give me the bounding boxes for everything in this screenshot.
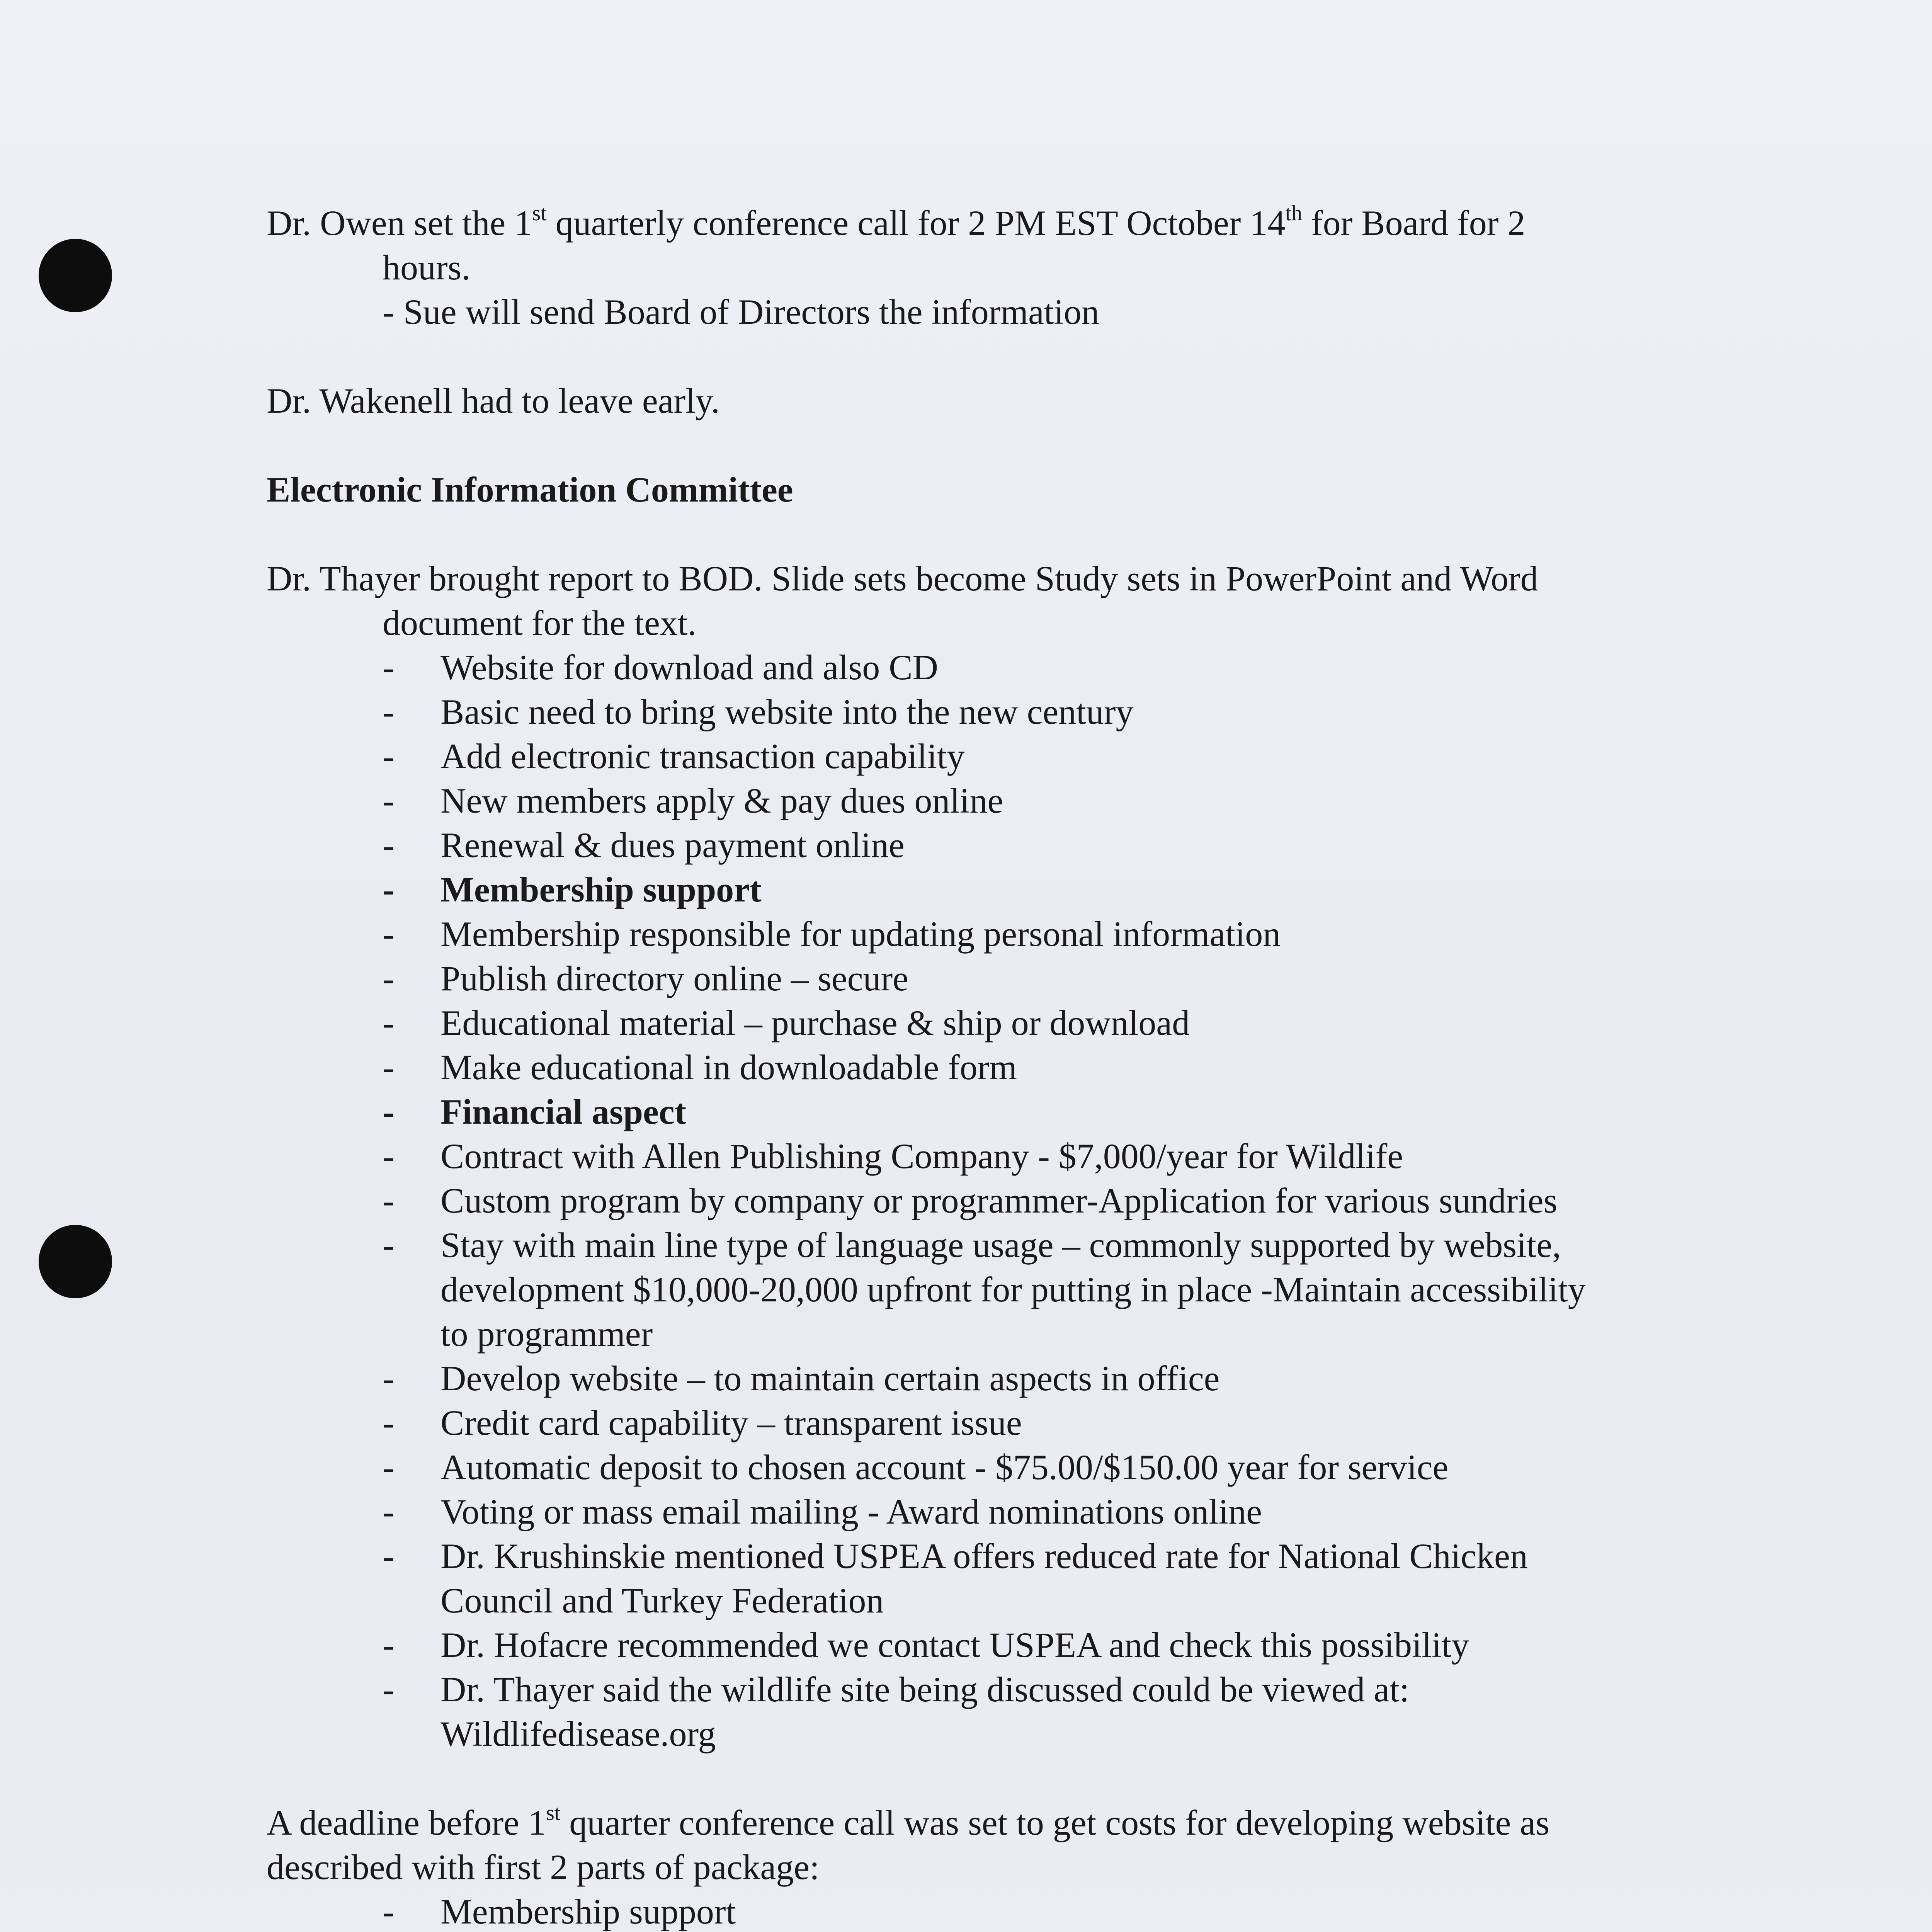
owen-sub-item: - Sue will send Board of Directors the information xyxy=(383,292,1099,332)
punch-hole-top xyxy=(39,239,112,312)
list-item: - Basic need to bring website into the new century xyxy=(383,692,1134,731)
list-item: - Membership responsible for updating personal information xyxy=(383,914,1281,954)
list-item-financial-aspect: - Financial aspect xyxy=(383,1092,687,1131)
owen-paragraph-line2: hours. xyxy=(383,248,471,287)
wakenell-note: Dr. Wakenell had to leave early. xyxy=(267,381,720,420)
list-item: - Contract with Allen Publishing Company - $7,000/year for Wildlife xyxy=(383,1136,1403,1176)
list-item: - Voting or mass email mailing - Award nominations online xyxy=(383,1492,1262,1531)
list-item: - Develop website – to maintain certain aspects in office xyxy=(383,1359,1220,1398)
list-item: - Add electronic transaction capability xyxy=(383,736,965,776)
deadline-bullet-list xyxy=(267,1889,1735,1932)
list-item: - Automatic deposit to chosen account - $75.00/$150.00 year for service xyxy=(383,1447,1449,1487)
deadline-paragraph-line1: A deadline before 1st quarter conference call was set to get costs for developing website as xyxy=(267,1801,1549,1842)
list-item-multiline: - Dr. Krushinskie mentioned USPEA offers reduced rate for National Chicken Council and Turkey Federation xyxy=(383,1536,1528,1620)
list-item: - Publish directory online – secure xyxy=(383,959,909,998)
thayer-intro-line1: Dr. Thayer brought report to BOD. Slide sets become Study sets in PowerPoint and Word xyxy=(267,559,1538,598)
punch-hole-middle xyxy=(39,1225,112,1298)
page-body xyxy=(267,201,1735,1932)
list-item-multiline: - Stay with main line type of language usage – commonly supported by website, development $10,000-20,000 upfront for putting in place -Maintain accessibility to programmer xyxy=(383,1225,1586,1354)
list-item: - Website for download and also CD xyxy=(383,648,938,687)
list-item: - Renewal & dues payment online xyxy=(383,825,905,865)
list-item-membership-support: - Membership support xyxy=(383,870,762,909)
owen-paragraph-line1: Dr. Owen set the 1st quarterly conference call for 2 PM EST October 14th for Board for 2 xyxy=(267,201,1526,243)
list-item-multiline: - Dr. Thayer said the wildlife site being discussed could be viewed at: Wildlifedisease.org xyxy=(383,1670,1410,1753)
deadline-paragraph-line2: described with first 2 parts of package: xyxy=(267,1847,820,1887)
list-item: - Make educational in downloadable form xyxy=(383,1048,1017,1087)
list-item: - Membership support xyxy=(383,1892,736,1931)
list-item: - Custom program by company or programmer-Application for various sundries xyxy=(383,1181,1558,1220)
section-heading: Electronic Information Committee xyxy=(267,470,793,509)
thayer-intro-line2: document for the text. xyxy=(383,603,697,643)
list-item: - Credit card capability – transparent issue xyxy=(383,1403,1022,1442)
list-item: - Dr. Hofacre recommended we contact USPEA and check this possibility xyxy=(383,1625,1469,1665)
list-item: - Educational material – purchase & ship or download xyxy=(383,1003,1190,1043)
report-bullet-list xyxy=(267,645,1735,1756)
list-item: - New members apply & pay dues online xyxy=(383,781,1003,820)
